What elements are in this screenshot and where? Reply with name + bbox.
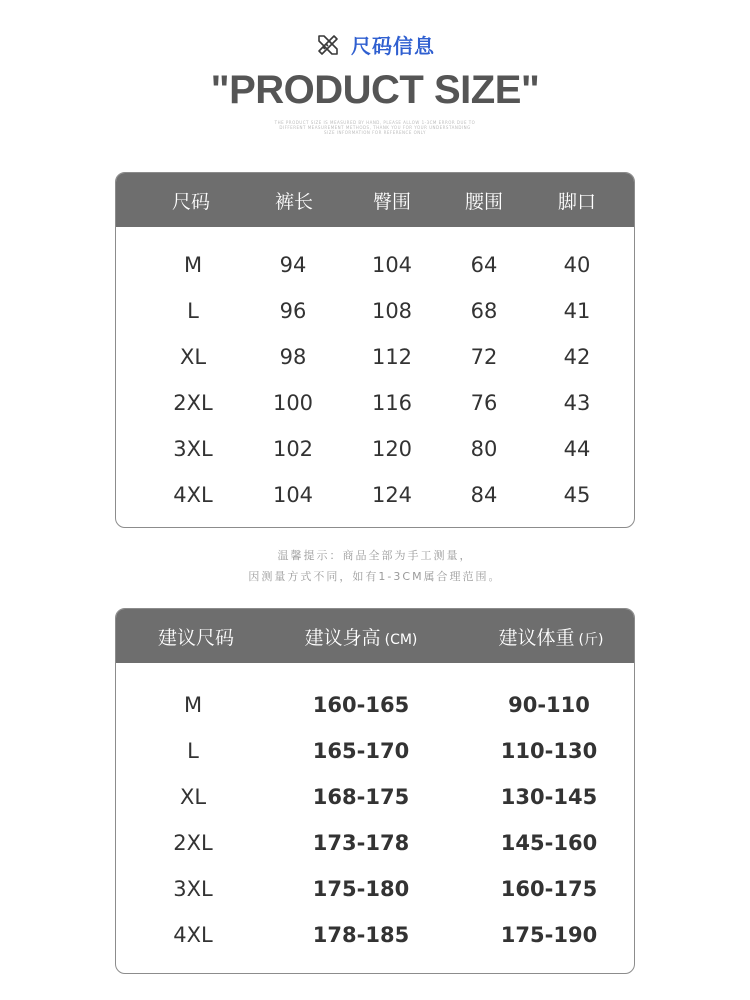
table-cell: 45 xyxy=(563,483,591,507)
table-cell: 112 xyxy=(371,345,413,369)
table-cell: 72 xyxy=(470,345,498,369)
recommend-table-header xyxy=(116,609,634,663)
header-unit: (斤) xyxy=(578,631,604,648)
table-cell: 160-165 xyxy=(312,693,410,717)
notice-line: 因测量方式不同，如有1-3CM属合理范围。 xyxy=(248,570,502,583)
header-cell-hip: 臀围 xyxy=(372,190,411,213)
table-cell: 3XL xyxy=(173,877,213,901)
table-cell: 178-185 xyxy=(312,923,410,947)
table-cell: 2XL xyxy=(173,831,213,855)
table-cell: 130-145 xyxy=(500,785,598,809)
table-cell: M xyxy=(183,693,203,717)
table-cell: 104 xyxy=(371,253,413,277)
header-cell-size: 尺码 xyxy=(171,190,210,213)
measurement-notice xyxy=(0,545,750,587)
size-table-header xyxy=(116,173,634,227)
table-cell: 43 xyxy=(563,391,591,415)
table-cell: 120 xyxy=(371,437,413,461)
table-cell: 110-130 xyxy=(500,739,598,763)
table-cell: 102 xyxy=(272,437,314,461)
table-cell: 173-178 xyxy=(312,831,410,855)
header-cell-length: 裤长 xyxy=(274,190,313,213)
section-header xyxy=(0,30,750,59)
table-cell: 98 xyxy=(279,345,307,369)
recommend-table xyxy=(115,608,635,974)
table-cell: 160-175 xyxy=(500,877,598,901)
table-cell: 175-180 xyxy=(312,877,410,901)
table-cell: 145-160 xyxy=(500,831,598,855)
header-cell-height xyxy=(276,623,446,650)
size-table xyxy=(115,172,635,528)
micro-line: THE PRODUCT SIZE IS MEASURED BY HAND, PLEASE ALLOW 1-3CM ERROR DUE TO xyxy=(274,120,476,125)
table-cell: 3XL xyxy=(173,437,213,461)
table-cell: 2XL xyxy=(173,391,213,415)
header-unit: (CM) xyxy=(384,631,418,648)
table-cell: 64 xyxy=(470,253,498,277)
table-cell: M xyxy=(183,253,203,277)
notice-line: 温馨提示：商品全部为手工测量， xyxy=(277,549,473,562)
table-cell: L xyxy=(187,299,199,323)
table-cell: 4XL xyxy=(173,923,213,947)
table-cell: 165-170 xyxy=(312,739,410,763)
table-cell: 116 xyxy=(371,391,413,415)
header-cell-weight xyxy=(466,623,635,650)
ruler-pencil-icon xyxy=(315,32,341,58)
table-cell: 104 xyxy=(272,483,314,507)
table-cell: 76 xyxy=(470,391,498,415)
table-cell: 44 xyxy=(563,437,591,461)
header-cell-rec-size xyxy=(136,623,256,650)
header-label: 建议尺码 xyxy=(157,626,234,649)
section-title-cn: 尺码信息 xyxy=(351,34,435,58)
table-cell: 41 xyxy=(563,299,591,323)
table-cell: 124 xyxy=(371,483,413,507)
header-cell-waist: 腰围 xyxy=(464,190,503,213)
table-cell: 68 xyxy=(470,299,498,323)
micro-caption xyxy=(0,120,750,135)
page-title: "PRODUCT SIZE" xyxy=(210,68,540,112)
table-cell: 40 xyxy=(563,253,591,277)
micro-line: SIZE INFORMATION FOR REFERENCE ONLY xyxy=(324,130,426,135)
table-cell: L xyxy=(187,739,199,763)
table-cell: 42 xyxy=(563,345,591,369)
table-cell: 80 xyxy=(470,437,498,461)
table-cell: XL xyxy=(179,345,207,369)
header-label: 建议身高 xyxy=(304,626,381,649)
table-cell: 175-190 xyxy=(500,923,598,947)
table-cell: 168-175 xyxy=(312,785,410,809)
header-label: 建议体重 xyxy=(498,626,575,649)
table-cell: 100 xyxy=(272,391,314,415)
header-cell-hem: 脚口 xyxy=(557,190,596,213)
table-cell: 90-110 xyxy=(508,693,590,717)
table-cell: 4XL xyxy=(173,483,213,507)
micro-line: DIFFERENT MEASUREMENT METHODS, THANK YOU FOR YOUR UNDERSTANDING xyxy=(279,125,471,130)
table-cell: 84 xyxy=(470,483,498,507)
table-cell: 108 xyxy=(371,299,413,323)
table-cell: XL xyxy=(179,785,207,809)
table-cell: 94 xyxy=(279,253,307,277)
table-cell: 96 xyxy=(279,299,307,323)
